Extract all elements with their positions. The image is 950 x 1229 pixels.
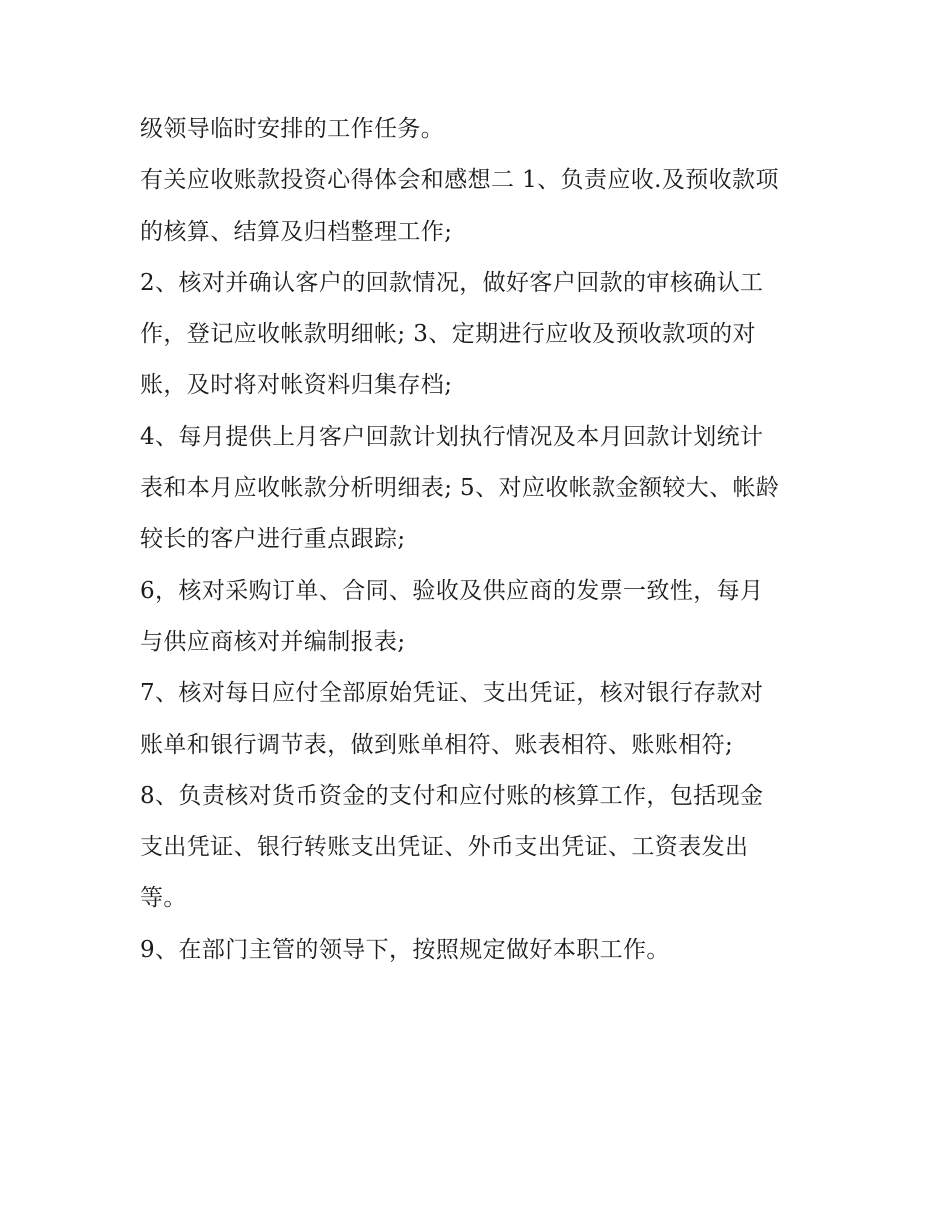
text-line: 支出凭证、银行转账支出凭证、外币支出凭证、工资表发出 [140,834,749,861]
text-line: 与供应商核对并编制报表; [140,628,406,655]
text-line: 7、核对每日应付全部原始凭证、支出凭证，核对银行存款对 [140,680,764,707]
text-line: 4、每月提供上月客户回款计划执行情况及本月回款计划统计 [140,423,764,450]
text-line: 表和本月应收帐款分析明细表; 5、对应收帐款金额较大、帐龄 [140,475,780,502]
text-line: 8、负责核对货币资金的支付和应付账的核算工作，包括现金 [140,782,764,809]
text-line: 有关应收账款投资心得体会和感想二 1、负责应收.及预收款项 [140,167,779,194]
text-line: 的核算、结算及归档整理工作; [140,218,453,245]
text-line: 较长的客户进行重点跟踪; [140,526,406,553]
text-line: 9、在部门主管的领导下，按照规定做好本职工作。 [140,936,670,963]
document-body [140,104,820,976]
text-line: 级领导临时安排的工作任务。 [140,116,445,142]
text-line: 等。 [140,885,187,912]
text-line: 6，核对采购订单、合同、验收及供应商的发票一致性，每月 [140,577,764,604]
text-line: 作，登记应收帐款明细帐; 3、定期进行应收及预收款项的对 [140,321,756,348]
text-line: 账，及时将对帐资料归集存档; [140,372,453,399]
text-line: 账单和银行调节表，做到账单相符、账表相符、账账相符; [140,731,734,758]
text-line: 2、核对并确认客户的回款情况，做好客户回款的审核确认工 [140,269,764,296]
